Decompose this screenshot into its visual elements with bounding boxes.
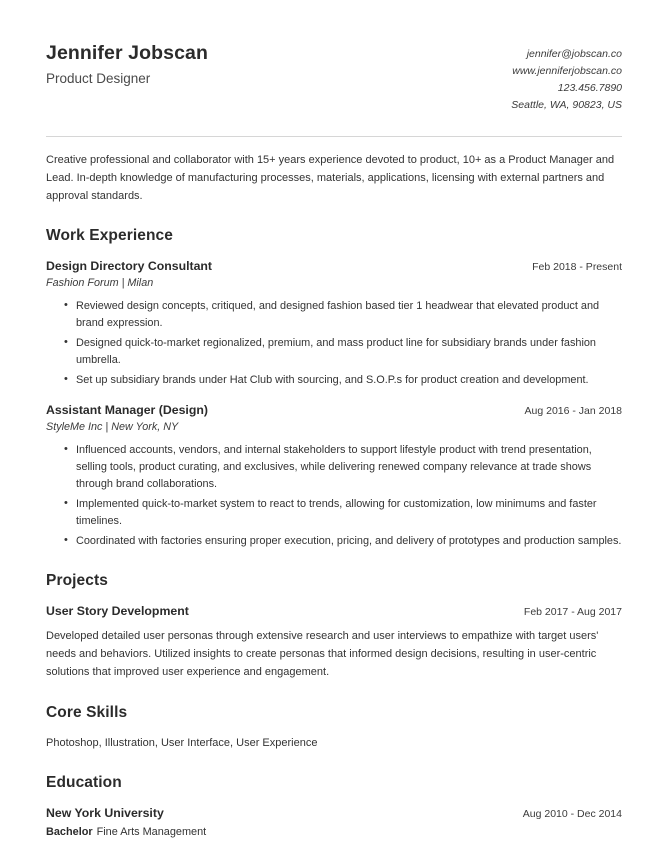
- candidate-job-title: Product Designer: [46, 71, 151, 87]
- project-date: Feb 2017 - Aug 2017: [523, 606, 622, 619]
- section-core-skills: [46, 704, 622, 753]
- section-title-education: Education: [46, 774, 122, 792]
- core-skills-list: Photoshop, Illustration, User Interface, User Experience: [46, 736, 318, 749]
- work-entry-bullets: [46, 442, 622, 550]
- work-entry-date: Feb 2018 - Present: [532, 261, 622, 274]
- work-entry-head: [46, 403, 622, 417]
- education-entry: [46, 806, 622, 838]
- summary-text: Creative professional and collaborator with 15+ years experience devoted to product, 10+ as a Product Manager and Lead. In-depth knowledge of manufacturing processes, materials, applications, licensing with external partners and approval standards.: [46, 154, 615, 202]
- work-entry: [46, 259, 622, 389]
- list-item: • Implemented quick-to-market system to react to trends, allowing for customization, low minimums and faster timelines.: [64, 496, 622, 530]
- work-entry-company: Fashion Forum | Milan: [46, 277, 154, 290]
- education-field: Fine Arts Management: [96, 826, 207, 839]
- work-entry-role: Design Directory Consultant: [46, 259, 213, 274]
- project-description: Developed detailed user personas through extensive research and user interviews to empathize with target users' needs and behaviors. Utilized insights to create personas that informed design decisions, resulting in user-centric solutions that improved user experience and engagement.: [46, 630, 599, 679]
- section-title-projects: Projects: [46, 572, 108, 590]
- section-title-work-experience: Work Experience: [46, 227, 173, 245]
- education-degree-line: [46, 826, 622, 838]
- section-work-experience: [46, 227, 622, 550]
- list-item: • Set up subsidiary brands under Hat Club with sourcing, and S.O.P.s for product creation and development.: [64, 372, 622, 389]
- work-entry-head: [46, 259, 622, 273]
- list-item: • Influenced accounts, vendors, and internal stakeholders to support lifestyle product with trend presentation, selling tools, product curating, and exclusives, while delivering renewed company relevance at trade shows through brand collaborations.: [64, 442, 622, 493]
- education-degree: Bachelor: [46, 826, 93, 839]
- section-education: [46, 774, 622, 838]
- project-entry: [46, 604, 622, 681]
- contact-website: www.jenniferjobscan.co: [512, 65, 622, 77]
- contact-block: [511, 42, 622, 114]
- name-block: [46, 42, 208, 86]
- education-school: New York University: [46, 806, 164, 821]
- list-item: • Designed quick-to-market regionalized, premium, and mass product line for subsidiary brands under fashion umbrella.: [64, 335, 622, 369]
- work-entry-company: StyleMe Inc | New York, NY: [46, 421, 179, 434]
- contact-phone: 123.456.7890: [557, 82, 622, 94]
- work-entry-date: Aug 2016 - Jan 2018: [524, 405, 622, 418]
- section-projects: [46, 572, 622, 681]
- list-item: • Coordinated with factories ensuring proper execution, pricing, and delivery of prototypes and production samples.: [64, 533, 622, 550]
- education-entry-head: [46, 806, 622, 820]
- contact-email: jennifer@jobscan.co: [526, 48, 622, 60]
- work-entry: [46, 403, 622, 550]
- contact-location: Seattle, WA, 90823, US: [511, 99, 622, 111]
- project-name: User Story Development: [46, 604, 189, 619]
- header-divider: [46, 136, 622, 137]
- work-entry-bullets: [46, 298, 622, 389]
- list-item: • Reviewed design concepts, critiqued, and designed fashion based tier 1 headwear that elevated product and brand expression.: [64, 298, 622, 332]
- section-title-core-skills: Core Skills: [46, 703, 128, 721]
- resume-header: [46, 36, 622, 114]
- candidate-name: Jennifer Jobscan: [46, 42, 208, 64]
- education-date: Aug 2010 - Dec 2014: [522, 808, 622, 821]
- work-entry-role: Assistant Manager (Design): [46, 403, 208, 418]
- project-entry-head: [46, 604, 622, 618]
